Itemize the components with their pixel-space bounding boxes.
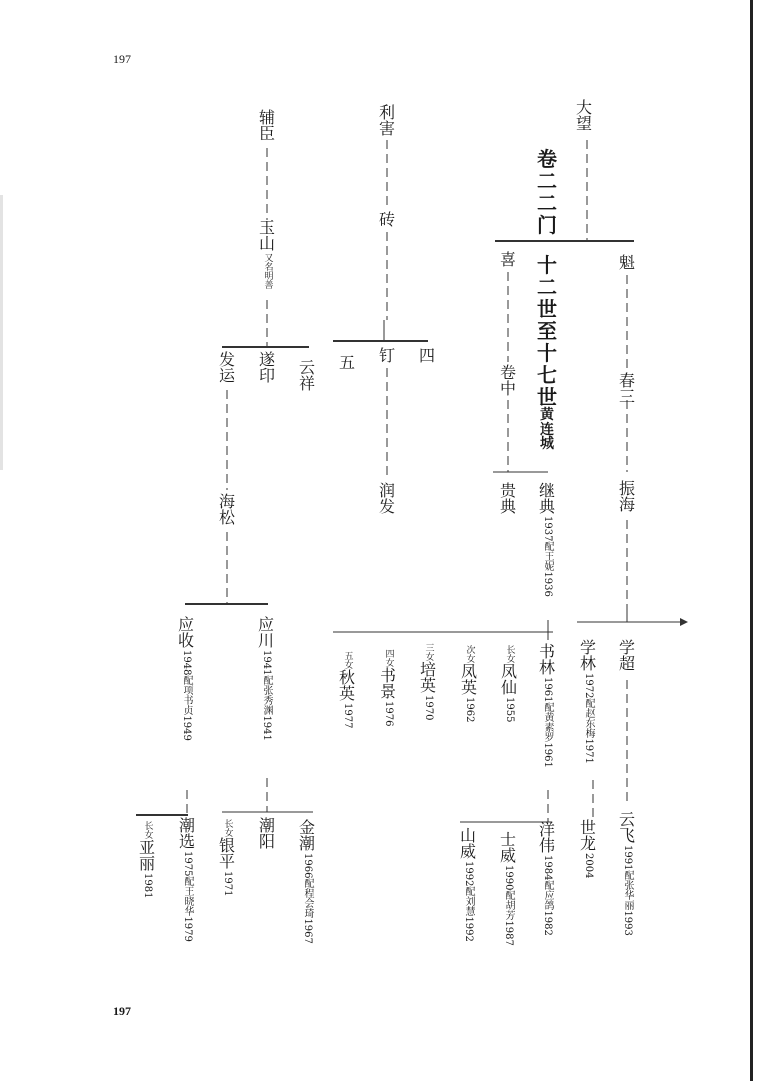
name-xuelin: 学林	[580, 638, 597, 673]
name-suiyin: 遂印	[259, 350, 276, 385]
year-peiying: 1970	[423, 695, 434, 721]
name-shilong: 世龙	[580, 818, 597, 853]
entry-yushan	[259, 220, 275, 290]
name-shujing: 书景	[380, 666, 397, 701]
name-yunfei: 云飞	[619, 810, 636, 845]
name-haisong: 海松	[219, 492, 236, 527]
title-char: 七	[537, 363, 557, 387]
note-yunfei: 1991配张华丽1993	[622, 845, 633, 936]
note-shiwei: 1990配胡芳1987	[503, 865, 514, 946]
rank-shujing: 四女	[383, 649, 394, 667]
entry-qiuying	[339, 650, 355, 729]
entry-peiying	[420, 642, 436, 721]
title-char: 十	[537, 253, 557, 277]
name-peiying: 培英	[420, 660, 437, 695]
note-yushan: 又名明善	[262, 253, 273, 289]
name-fengxian: 凤仙	[501, 662, 518, 697]
note-shulin: 1961配黄素罗1961	[542, 677, 553, 768]
rank-fengying: 次女	[464, 645, 475, 663]
name-yingchuan: 应川	[258, 615, 275, 650]
name-fengying: 凤英	[461, 662, 478, 697]
ancestor-fuchen: 辅臣	[259, 108, 276, 143]
page-number-bottom: 197	[113, 1004, 131, 1018]
entry-fengxian	[501, 644, 517, 723]
name-chunsan: 春三	[619, 371, 636, 406]
name-shanwei: 山威	[460, 826, 477, 861]
name-zhenhai: 振海	[619, 479, 636, 514]
entry-yingshou	[178, 617, 194, 742]
title-char: 二	[537, 191, 557, 215]
note-chaoxuan: 1975配王晓华1979	[182, 851, 193, 942]
name-ding: 钉	[379, 346, 396, 365]
name-jidian: 继典	[539, 481, 556, 516]
entry-jinchao	[299, 820, 315, 945]
entry-shanwei	[460, 828, 476, 943]
note-yingshou: 1948配项书贞1949	[181, 650, 192, 741]
name-xuechao: 学超	[619, 638, 636, 673]
ancestor-xi: 喜	[500, 250, 517, 269]
name-zhuan: 砖	[379, 210, 396, 229]
entry-shujing	[380, 648, 396, 727]
year-qiuying: 1977	[342, 703, 353, 729]
entry-yali	[139, 820, 155, 899]
rank-yali: 长女	[142, 821, 153, 839]
entry-yingchuan	[258, 617, 274, 742]
name-fayun: 发运	[219, 350, 236, 385]
note-shanwei: 1992配刘慧1992	[463, 861, 474, 942]
name-juanzhong: 卷中	[500, 363, 517, 398]
entry-xuelin	[580, 640, 596, 765]
entry-shilong	[580, 820, 596, 879]
entry-shulin	[539, 644, 555, 769]
name-qiuying: 秋英	[339, 668, 356, 703]
title-char: 卷	[537, 147, 557, 171]
rank-qiuying: 五女	[342, 651, 353, 669]
entry-yinping	[219, 818, 235, 897]
rank-yinping: 长女	[222, 819, 233, 837]
title-block	[537, 148, 557, 452]
name-shiwei: 士威	[500, 830, 517, 865]
rank-fengxian: 长女	[504, 645, 515, 663]
page-number-top: 197	[113, 52, 131, 66]
year-yali: 1981	[142, 873, 153, 899]
entry-yangwei	[539, 822, 555, 937]
name-runfa: 润发	[379, 481, 396, 516]
entry-fengying	[461, 644, 477, 723]
title-char: 门	[537, 213, 557, 237]
name-yushan: 玉山	[259, 218, 276, 253]
note-yingchuan: 1941配张秀渊1941	[261, 650, 272, 741]
name-guidian: 贵典	[500, 481, 517, 516]
name-yinping: 银平	[219, 836, 236, 871]
title-char: 世	[537, 297, 557, 321]
name-shulin: 书林	[539, 642, 556, 677]
year-yinping: 1971	[222, 871, 233, 897]
ancestor-dawang: 大望	[576, 98, 593, 133]
note-jidian: 1937配王妮1936	[542, 516, 553, 597]
compiler-char: 黄	[540, 407, 554, 423]
year-fengying: 1962	[464, 697, 475, 723]
name-yingshou: 应收	[178, 615, 195, 650]
title-char: 二	[537, 169, 557, 193]
entry-shiwei	[500, 832, 516, 947]
note-yangwei: 1984配应鸽1982	[542, 855, 553, 936]
title-char: 世	[537, 385, 557, 409]
year-shilong: 2004	[583, 853, 594, 879]
note-jinchao: 1966配程会琦1967	[302, 853, 313, 944]
ancestor-kui: 魁	[619, 253, 636, 272]
name-yunxiang: 云祥	[299, 358, 316, 393]
name-si: 四	[419, 346, 436, 365]
entry-yunfei	[619, 812, 635, 937]
entry-chaoxuan	[179, 818, 195, 943]
year-fengxian: 1955	[504, 697, 515, 723]
ancestor-lihai: 利害	[379, 103, 396, 138]
name-jinchao: 金潮	[299, 818, 316, 853]
note-xuelin: 1972配赵东梅1971	[583, 673, 594, 764]
compiler-char: 连	[540, 421, 554, 438]
rank-peiying: 三女	[423, 643, 434, 661]
name-chaoxuan: 潮选	[179, 816, 196, 851]
title-char: 至	[537, 319, 557, 343]
title-char: 二	[537, 275, 557, 299]
name-yali: 亚丽	[139, 838, 156, 873]
name-chaoyang: 潮阳	[259, 816, 276, 851]
name-wu: 五	[339, 353, 356, 372]
name-yangwei: 洋伟	[539, 820, 556, 855]
year-shujing: 1976	[383, 701, 394, 727]
title-char: 十	[537, 341, 557, 365]
entry-jidian	[539, 483, 555, 598]
compiler-char: 城	[540, 436, 554, 453]
